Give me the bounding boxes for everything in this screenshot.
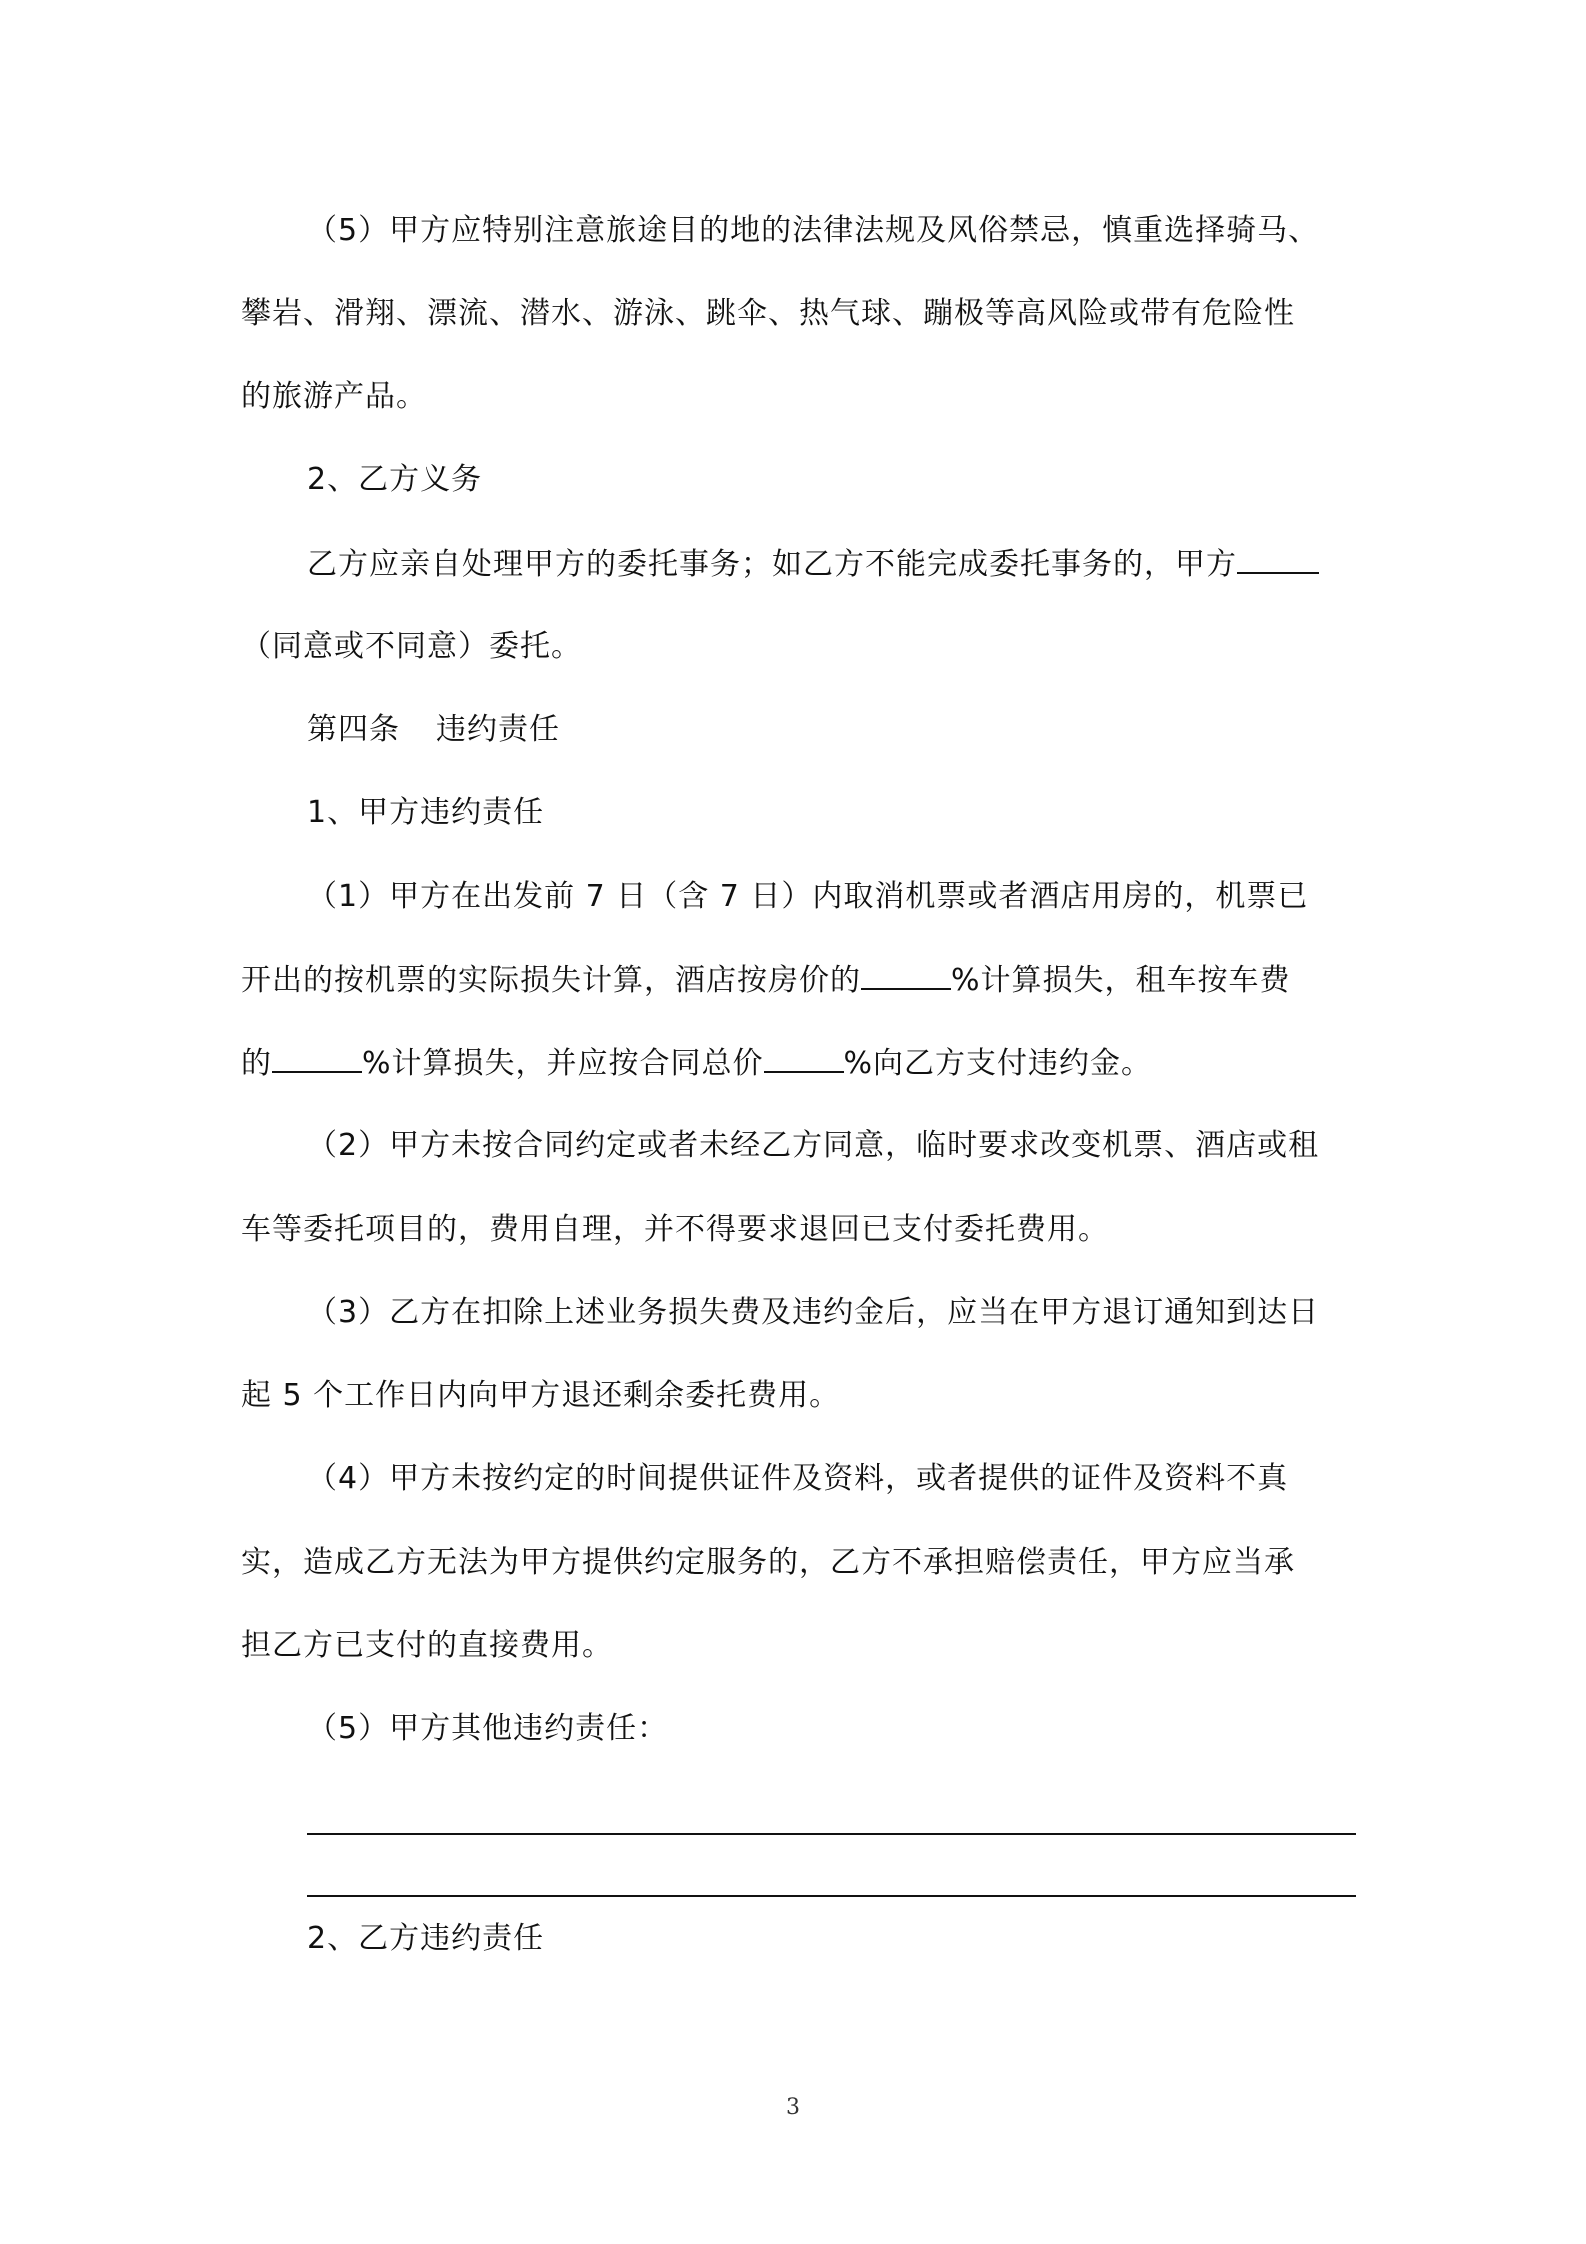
paragraph-line	[241, 1626, 613, 1666]
fill-in-blank	[861, 960, 951, 990]
text: （3）乙方在扣除上述业务损失费及违约金后，应当在甲方退订通知到达日	[307, 1295, 1320, 1330]
paragraph-line	[307, 1293, 1319, 1333]
paragraph-line	[241, 1543, 1295, 1583]
paragraph-line	[307, 1459, 1288, 1499]
text: 2、乙方违约责任	[307, 1921, 545, 1956]
text: （1）甲方在出发前 7 日（含 7 日）内取消机票或者酒店用房的，机票已	[307, 879, 1309, 914]
section-heading	[307, 793, 544, 833]
text: 攀岩、滑翔、漂流、潜水、游泳、跳伞、热气球、蹦极等高风险或带有危险性	[241, 296, 1295, 331]
text: （同意或不同意）委托。	[241, 629, 582, 664]
text: （2）甲方未按合同约定或者未经乙方同意，临时要求改变机票、酒店或租	[307, 1128, 1320, 1163]
text: %计算损失，并应按合同总价	[362, 1046, 764, 1081]
paragraph-line	[241, 1210, 1109, 1250]
paragraph-line	[241, 294, 1295, 334]
paragraph-line	[307, 1126, 1319, 1166]
text: 的旅游产品。	[241, 379, 427, 414]
text: %向乙方支付违约金。	[843, 1046, 1153, 1081]
section-heading	[307, 1919, 544, 1959]
text: 开出的按机票的实际损失计算，酒店按房价的	[241, 963, 861, 998]
text: 实，造成乙方无法为甲方提供约定服务的，乙方不承担赔偿责任，甲方应当承	[241, 1545, 1295, 1580]
fill-in-blank	[764, 1043, 844, 1073]
fill-in-line	[307, 1833, 1356, 1835]
article-number: 第四条	[307, 712, 400, 747]
text: %计算损失，租车按车费	[951, 963, 1291, 998]
fill-in-blank	[1237, 544, 1319, 574]
text: 2、乙方义务	[307, 462, 483, 497]
text: 车等委托项目的，费用自理，并不得要求退回已支付委托费用。	[241, 1212, 1109, 1247]
paragraph-line	[307, 544, 1319, 585]
text: （4）甲方未按约定的时间提供证件及资料，或者提供的证件及资料不真	[307, 1461, 1289, 1496]
text: 担乙方已支付的直接费用。	[241, 1628, 613, 1663]
paragraph-line	[241, 1043, 1152, 1084]
paragraph-line	[307, 877, 1308, 917]
text: （5）甲方应特别注意旅途目的地的法律法规及风俗禁忌，慎重选择骑马、	[307, 213, 1320, 248]
paragraph-line	[241, 960, 1291, 1001]
paragraph-line	[241, 1376, 840, 1416]
section-heading	[307, 460, 482, 500]
paragraph-line	[241, 377, 427, 417]
paragraph-line	[307, 1709, 668, 1749]
text: 的	[241, 1046, 272, 1081]
text: 起 5 个工作日内向甲方退还剩余委托费用。	[241, 1378, 841, 1413]
text: 乙方应亲自处理甲方的委托事务；如乙方不能完成委托事务的，甲方	[307, 547, 1237, 582]
fill-in-line	[307, 1895, 1356, 1897]
text: （5）甲方其他违约责任：	[307, 1711, 669, 1746]
page-number: 3	[786, 2095, 800, 2120]
paragraph-line	[241, 627, 582, 667]
article-title: 违约责任	[436, 712, 560, 747]
article-heading	[307, 710, 560, 750]
fill-in-blank	[272, 1043, 362, 1073]
text: 1、甲方违约责任	[307, 795, 545, 830]
paragraph-line	[307, 211, 1319, 251]
